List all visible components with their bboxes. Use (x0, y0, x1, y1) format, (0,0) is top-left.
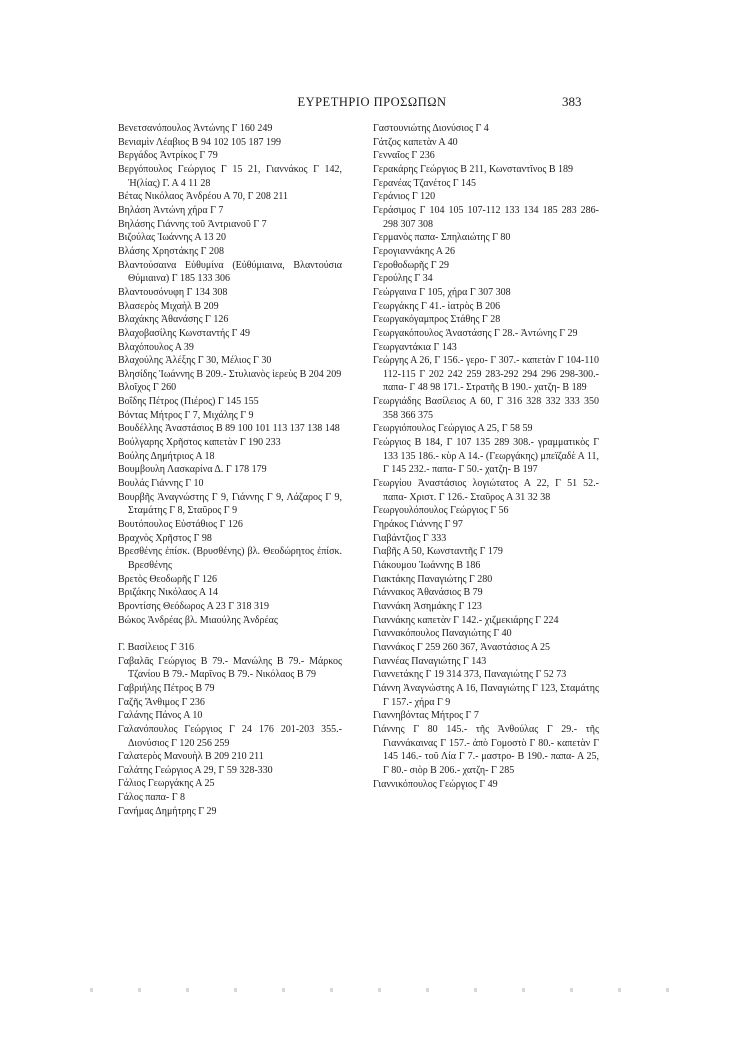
index-entry: Γαζῆς Ἄνθιμος Γ 236 (118, 696, 205, 708)
index-entry: Βλαντουσόνυφη Γ 134 308 (118, 286, 228, 298)
index-entry: Γιαννακόπουλος Παναγιώτης Γ 40 (373, 628, 512, 640)
index-entry: Γιαννάκος Γ 259 260 367, Ἀναστάσιος Α 25 (373, 641, 550, 653)
index-entry: Βηλάσης Γιάννης τοῦ Ἀντριανοῦ Γ 7 (118, 218, 267, 230)
index-entry: Γερογιαννάκης Α 26 (373, 245, 455, 257)
index-entry: Γεωργιάδης Βασίλειος Α 60, Γ 316 328 332 333 350 358 366 375 (373, 396, 599, 421)
index-entry: Γερακάρης Γεώργιος Β 211, Κωνσταντῖνος Β 189 (373, 163, 573, 175)
page-number: 383 (562, 94, 582, 109)
index-entry: Βούλγαρης Χρῆστος καπετὰν Γ 190 233 (118, 437, 281, 449)
index-entry: Βόντας Μήτρος Γ 7, Μιχάλης Γ 9 (118, 409, 254, 421)
index-entry: Γιαννέας Παναγιώτης Γ 143 (373, 655, 487, 667)
index-entry: Γεωργακόγαμπρος Στάθης Γ 28 (373, 314, 501, 326)
index-entry: Βλαντούσαινα Εὐθυμίνα (Εὐθύμιαινα, Βλαντούσια Θύμιαινα) Γ 185 133 306 (118, 259, 342, 285)
index-entry: Γαβαλᾶς Γεώργιος Β 79.- Μανώλης Β 79.- Μάρκος Τζανίου Β 79.- Μαρῖνος Β 79.- Νικόλαος Β 79 (118, 655, 342, 681)
index-entry: Γιαννάκης καπετὰν Γ 142.- χιζμεκιάρης Γ 224 (373, 614, 559, 626)
index-entry: Γιάννακος Ἀθανάσιος Β 79 (373, 587, 483, 599)
index-entry: Γεωργάκης Γ 41.- ἰατρὸς Β 206 (373, 300, 501, 312)
index-entry: Βεργόπουλος Γεώργιος Γ 15 21, Γιαννάκος Γ 142, Ἠ(λίας) Γ. Α 4 11 28 (118, 163, 342, 189)
index-entry: Γεωργίου Ἀναστάσιος λογιώτατος Α 22, Γ 51 52.- παπα- Χριστ. Γ 126.- Σταῦρος Α 31 32 38 (373, 478, 599, 503)
index-entry: Γεροθοδωρῆς Γ 29 (373, 259, 450, 271)
index-entry: Βροντίσης Θεόδωρος Α 23 Γ 318 319 (118, 600, 270, 612)
index-entry: Γιάκουμου Ἰωάννης Β 186 (373, 560, 481, 571)
index-entry: Βλάσης Χρηστάκης Γ 208 (118, 245, 224, 257)
index-entry: Γιαννάκη Ἀσημάκης Γ 123 (373, 600, 482, 612)
index-entry: Γιαννικόπουλος Γεώργιος Γ 49 (373, 778, 498, 790)
index-column-right (373, 122, 599, 791)
index-entry: Γαλάνης Πάνος Α 10 (118, 710, 203, 722)
index-entry: Γαστουνιώτης Διονύσιος Γ 4 (373, 123, 489, 134)
index-entry: Γεώργης Α 26, Γ 156.- γερο- Γ 307.- καπετὰν Γ 104-110 112-115 Γ 202 242 259 283-292 294 296 298-300.- παπα- Γ 48 98 171.- Στρατῆς Β 190.- χατζη- Β 189 (373, 355, 599, 394)
index-entry: Γ. Βασίλειος Γ 316 (118, 641, 195, 653)
index-entry: Γιαννηβόντας Μήτρος Γ 7 (373, 710, 479, 722)
index-entry: Γεωργιόπουλος Γεώργιος Α 25, Γ 58 59 (373, 423, 533, 435)
index-entry: Βουμβουλη Λασκαρίνα Δ. Γ 178 179 (118, 464, 267, 476)
index-entry: Βέτας Νικόλαος Ἀνδρέου Α 70, Γ 208 211 (118, 191, 288, 203)
index-entry: Γαλανόπουλος Γεώργιος Γ 24 176 201-203 355.- Διονύσιος Γ 120 256 259 (118, 723, 342, 749)
index-entry: Βρεσθένης ἐπίσκ. (Βρυσθένης) βλ. Θεοδώρητος ἐπίσκ. Βρεσθένης (118, 546, 342, 571)
index-entry: Βενετσανόπουλος Ἀντώνης Γ 160 249 (118, 123, 273, 134)
index-entry: Γανήμας Δημήτρης Γ 29 (118, 805, 217, 817)
scan-artifact-dots (90, 988, 690, 992)
index-entry: Βριζάκης Νικόλαος Α 14 (118, 587, 218, 599)
index-entry: Βενιαμὶν Λέαβιος Β 94 102 105 187 199 (118, 136, 281, 148)
index-entry: Βρετὸς Θεοδωρῆς Γ 126 (118, 573, 218, 585)
index-entry: Βλαχούλης Ἀλέξης Γ 30, Μέλιος Γ 30 (118, 355, 272, 367)
index-entry: Γαλάτης Γεώργιος Α 29, Γ 59 328-330 (118, 764, 273, 776)
index-entry: Βλασερὸς Μιχαὴλ Β 209 (118, 300, 219, 312)
index-entry: Γιαννετάκης Γ 19 314 373, Παναγιώτης Γ 52 73 (373, 669, 567, 681)
index-entry: Βλησίδης Ἰωάννης Β 209.- Στυλιανὸς ἱερεὺς Β 204 209 (118, 368, 342, 380)
index-entry: Βουλάς Γιάννης Γ 10 (118, 478, 204, 490)
index-entry: Γιακτάκης Παναγιώτης Γ 280 (373, 573, 493, 585)
index-entry: Βιζούλας Ἰωάννης Α 13 20 (118, 232, 227, 244)
index-entry: Βούλης Δημήτριος Α 18 (118, 450, 215, 462)
index-entry: Γηράκος Γιάννης Γ 97 (373, 519, 463, 531)
index-entry: Βλοῖχος Γ 260 (118, 382, 177, 394)
index-entry: Βουτόπουλος Εὐστάθιος Γ 126 (118, 519, 243, 531)
index-entry: Βώκος Ἀνδρέας βλ. Μιαούλης Ἀνδρέας (118, 614, 278, 626)
index-entry: Βεργάδος Ἀντρίκος Γ 79 (118, 150, 218, 162)
index-entry: Γερούλης Γ 34 (373, 273, 433, 285)
index-entry: Γάλος παπα- Γ 8 (118, 792, 186, 804)
index-entry: Γιάννης Γ 80 145.- τῆς Ἀνθούλας Γ 29.- τῆς Γιαννάκαινας Γ 157.- ἀπὸ Γομοστὸ Γ 80.- καπετὰν Γ 145 146.- τοῦ Λία Γ 7.- μαστρο- Β 190.- παπα- Α 25, Γ 80.- σιὸρ Β 206.- χατζη- Γ 285 (373, 723, 599, 776)
index-column-left (118, 122, 342, 818)
index-entry: Γεώργιος Β 184, Γ 107 135 289 308.- γραμματικὸς Γ 133 135 186.- κὺρ Α 14.- (Γεωργάκης) μπεϊζαδὲ Α 11, Γ 145 232.- παπα- Γ 50.- χατζη- Β 197 (373, 437, 599, 476)
index-entry: Γεράνιος Γ 120 (373, 191, 436, 203)
index-entry: Γεράσιμος Γ 104 105 107-112 133 134 185 283 286-298 307 308 (373, 204, 599, 230)
index-entry: Βηλάση Ἀντώνη χήρα Γ 7 (118, 204, 224, 216)
index-entry: Γεώργαινα Γ 105, χήρα Γ 307 308 (373, 286, 511, 298)
index-entry: Γεωργακόπουλος Ἀναστάσης Γ 28.- Ἀντώνης Γ 29 (373, 327, 578, 339)
index-entry: Γεωργαντάκια Γ 143 (373, 341, 457, 353)
index-entry: Γάλιος Γεωργάκης Α 25 (118, 778, 215, 790)
section-gap (118, 627, 342, 641)
index-entry: Γιαβάντζιος Γ 333 (373, 532, 447, 544)
index-entry: Βλαχάκης Ἀθανάσης Γ 126 (118, 314, 229, 326)
index-entry: Βραχνὸς Χρῆστος Γ 98 (118, 532, 212, 544)
index-entry: Γερανέας Τζανέτος Γ 145 (373, 177, 477, 189)
index-entry: Γεωργουλόπουλος Γεώργιος Γ 56 (373, 505, 509, 517)
index-entry: Βουρβῆς Ἀναγνώστης Γ 9, Γιάννης Γ 9, Λάζαρος Γ 9, Σταμάτης Γ 8, Σταῦρος Γ 9 (118, 491, 342, 517)
page-title: ΕΥΡΕΤΗΡΙΟ ΠΡΟΣΩΠΩΝ (297, 95, 447, 109)
index-entry: Γιαβῆς Α 50, Κωνσταντῆς Γ 179 (373, 546, 503, 558)
index-entry: Βλαχόπουλος Α 39 (118, 341, 194, 353)
index-entry: Βουδέλλης Ἀναστάσιος Β 89 100 101 113 137 138 148 (118, 423, 340, 435)
index-entry: Γενναῖος Γ 236 (373, 150, 435, 162)
index-entry: Γαλατερὸς Μανουὴλ Β 209 210 211 (118, 751, 264, 763)
index-entry: Γάτζος καπετὰν Α 40 (373, 136, 458, 148)
index-entry: Βοΐδης Πέτρος (Πιέρος) Γ 145 155 (118, 396, 259, 408)
index-entry: Γιάννη Ἀναγνώστης Α 16, Παναγιώτης Γ 123, Σταμάτης Γ 157.- χήρα Γ 9 (373, 682, 599, 708)
index-entry: Βλαχοβασίλης Κωνσταντής Γ 49 (118, 327, 250, 339)
index-entry: Γερμανὸς παπα- Σπηλαιώτης Γ 80 (373, 232, 511, 244)
index-entry: Γαβριήλης Πέτρος Β 79 (118, 682, 215, 694)
